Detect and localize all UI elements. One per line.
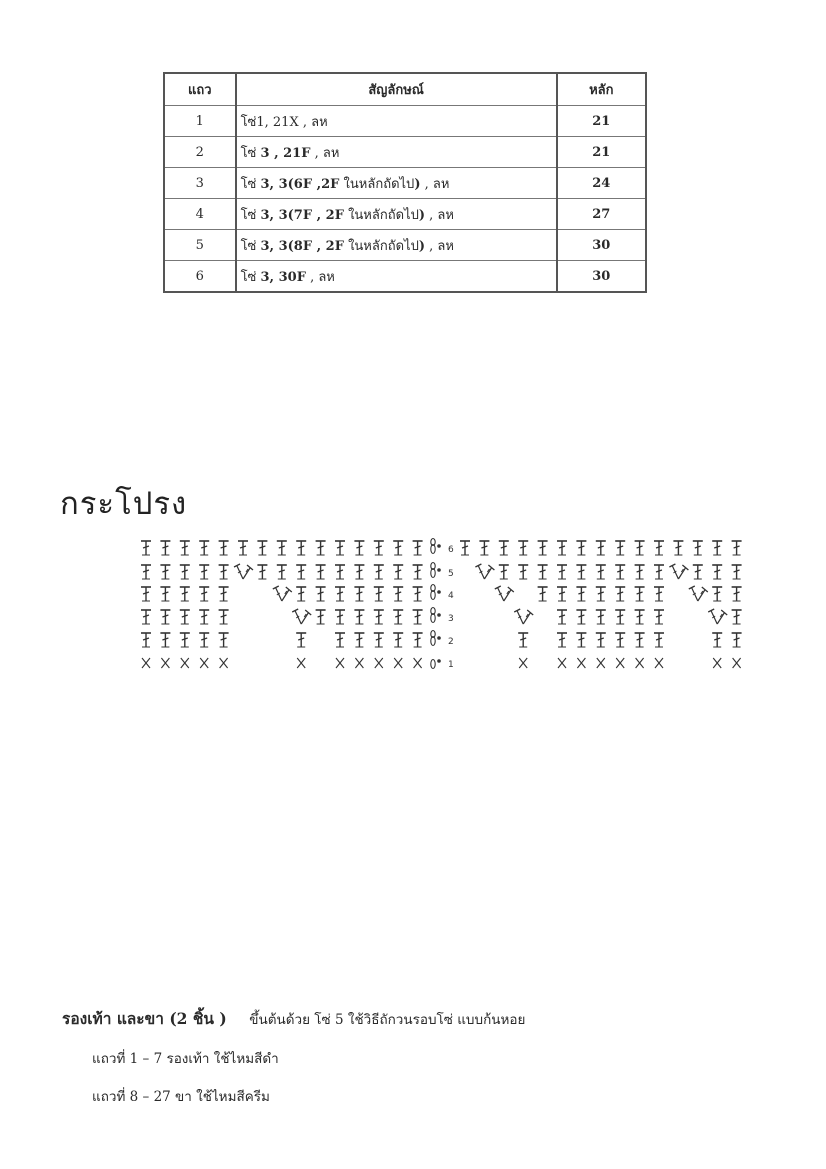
dc-stitch: [219, 541, 229, 555]
dc-stitch: [615, 541, 625, 555]
sc-stitch: [181, 658, 189, 668]
sc-stitch: [220, 658, 228, 668]
row-number-label: 6: [448, 545, 454, 555]
sc-stitch: [713, 658, 721, 668]
sc-stitch: [519, 658, 527, 668]
dc-stitch: [199, 565, 209, 579]
dc-stitch: [219, 587, 229, 601]
dc-stitch: [141, 565, 151, 579]
dc-stitch: [393, 541, 403, 555]
increase-stitch: [669, 564, 688, 579]
dc-stitch: [335, 610, 345, 624]
dc-stitch: [538, 587, 548, 601]
row-number: 2: [164, 137, 236, 168]
dc-stitch: [393, 610, 403, 624]
dc-stitch: [199, 610, 209, 624]
dc-stitch: [732, 587, 742, 601]
dc-stitch: [374, 587, 384, 601]
dc-stitch: [479, 541, 489, 555]
instructions-title: รองเท้า และขา (2 ชิ้น ): [62, 1009, 227, 1028]
dc-stitch: [596, 565, 606, 579]
dc-stitch: [277, 565, 287, 579]
dc-stitch: [499, 541, 509, 555]
chain-mark: [431, 563, 441, 578]
dc-stitch: [712, 565, 722, 579]
dc-stitch: [141, 587, 151, 601]
dc-stitch: [316, 541, 326, 555]
dc-stitch: [557, 587, 567, 601]
dc-stitch: [732, 541, 742, 555]
dc-stitch: [160, 587, 170, 601]
dc-stitch: [354, 633, 364, 647]
dc-stitch: [296, 633, 306, 647]
sc-stitch: [142, 658, 150, 668]
dc-stitch: [732, 610, 742, 624]
table-row: [164, 199, 646, 230]
dc-stitch: [238, 541, 248, 555]
sc-stitch: [616, 658, 624, 668]
dc-stitch: [160, 541, 170, 555]
table-row: [164, 137, 646, 168]
instructions-intro: ขึ้นต้นด้วย โซ่ 5 ใช้วิธีถักวนรอบโซ่ แบบก้นหอย: [249, 1012, 526, 1028]
row-symbols: โซ่ 3 , 21F , ลห: [236, 137, 557, 168]
instruction-line: แถวที่ 8 – 27 ขา ใช้ไหมสีครีม: [92, 1089, 270, 1105]
dc-stitch: [712, 633, 722, 647]
dc-stitch: [712, 587, 722, 601]
dc-stitch: [354, 587, 364, 601]
row-stitch-count: 30: [557, 261, 646, 293]
dc-stitch: [354, 610, 364, 624]
dc-stitch: [518, 565, 528, 579]
sc-stitch: [655, 658, 663, 668]
dc-stitch: [557, 610, 567, 624]
row-symbols: โซ่ 3, 3(6F ,2F ในหลักถัดไป) , ลห: [236, 168, 557, 199]
dc-stitch: [374, 565, 384, 579]
dc-stitch: [413, 541, 423, 555]
table-row: [164, 230, 646, 261]
increase-stitch: [234, 564, 253, 579]
table-row: [164, 168, 646, 199]
increase-stitch: [475, 564, 494, 579]
dc-stitch: [596, 633, 606, 647]
dc-stitch: [654, 565, 664, 579]
dc-stitch: [296, 541, 306, 555]
dc-stitch: [160, 565, 170, 579]
dc-stitch: [654, 633, 664, 647]
dc-stitch: [635, 565, 645, 579]
row-symbols: โซ่ 3, 3(7F , 2F ในหลักถัดไป) , ลห: [236, 199, 557, 230]
row-stitch-count: 27: [557, 199, 646, 230]
instructions: [62, 1006, 525, 1123]
dc-stitch: [374, 541, 384, 555]
chain-mark: [431, 539, 441, 554]
increase-stitch: [708, 609, 727, 624]
dc-stitch: [615, 610, 625, 624]
increase-stitch: [495, 586, 514, 601]
dc-stitch: [180, 565, 190, 579]
row-number: 4: [164, 199, 236, 230]
row-symbols: โซ่ 3, 30F , ลห: [236, 261, 557, 293]
dc-stitch: [180, 541, 190, 555]
row-number-label: 3: [448, 614, 454, 624]
dc-stitch: [199, 587, 209, 601]
dc-stitch: [316, 565, 326, 579]
dc-stitch: [596, 610, 606, 624]
dc-stitch: [596, 587, 606, 601]
dc-stitch: [413, 565, 423, 579]
header-symbols: สัญลักษณ์: [236, 73, 557, 106]
dc-stitch: [460, 541, 470, 555]
sc-stitch: [636, 658, 644, 668]
dc-stitch: [335, 565, 345, 579]
dc-stitch: [296, 565, 306, 579]
sc-stitch: [394, 658, 402, 668]
dc-stitch: [296, 587, 306, 601]
increase-stitch: [292, 609, 311, 624]
dc-stitch: [180, 587, 190, 601]
dc-stitch: [160, 633, 170, 647]
dc-stitch: [393, 565, 403, 579]
sc-stitch: [558, 658, 566, 668]
dc-stitch: [413, 587, 423, 601]
sc-stitch: [597, 658, 605, 668]
row-number-label: 2: [448, 637, 454, 647]
dc-stitch: [374, 610, 384, 624]
row-symbols: โซ่ 3, 3(8F , 2F ในหลักถัดไป) , ลห: [236, 230, 557, 261]
dc-stitch: [596, 541, 606, 555]
instruction-line: แถวที่ 1 – 7 รองเท้า ใช้ไหมสีดำ: [92, 1051, 279, 1067]
dc-stitch: [219, 610, 229, 624]
dc-stitch: [141, 610, 151, 624]
dc-stitch: [557, 565, 567, 579]
dc-stitch: [393, 633, 403, 647]
dc-stitch: [732, 633, 742, 647]
dc-stitch: [732, 565, 742, 579]
dc-stitch: [141, 541, 151, 555]
chain-mark: [431, 585, 441, 600]
dc-stitch: [413, 610, 423, 624]
sc-stitch: [375, 658, 383, 668]
dc-stitch: [615, 565, 625, 579]
dc-stitch: [199, 633, 209, 647]
dc-stitch: [635, 541, 645, 555]
row-number: 1: [164, 106, 236, 137]
sc-stitch: [733, 658, 741, 668]
dc-stitch: [219, 633, 229, 647]
dc-stitch: [354, 565, 364, 579]
table-row: [164, 106, 646, 137]
row-stitch-count: 21: [557, 106, 646, 137]
dc-stitch: [654, 541, 664, 555]
dc-stitch: [393, 587, 403, 601]
increase-stitch: [514, 609, 533, 624]
dc-stitch: [335, 633, 345, 647]
dc-stitch: [141, 633, 151, 647]
sc-stitch: [355, 658, 363, 668]
dc-stitch: [499, 565, 509, 579]
dc-stitch: [257, 541, 267, 555]
dc-stitch: [576, 541, 586, 555]
sc-stitch: [297, 658, 305, 668]
table-header-row: [164, 73, 646, 106]
dc-stitch: [615, 633, 625, 647]
section-heading-skirt: กระโปรง: [60, 486, 188, 522]
row-stitch-count: 21: [557, 137, 646, 168]
dc-stitch: [673, 541, 683, 555]
increase-stitch: [689, 586, 708, 601]
chain-mark: [431, 659, 441, 668]
dc-stitch: [316, 587, 326, 601]
dc-stitch: [335, 541, 345, 555]
dc-stitch: [538, 565, 548, 579]
dc-stitch: [219, 565, 229, 579]
chain-mark: [431, 608, 441, 623]
instructions-heading-line: [62, 1006, 525, 1031]
dc-stitch: [257, 565, 267, 579]
dc-stitch: [277, 541, 287, 555]
sc-stitch: [577, 658, 585, 668]
dc-stitch: [199, 541, 209, 555]
dc-stitch: [354, 541, 364, 555]
row-stitch-count: 30: [557, 230, 646, 261]
header-row-number: แถว: [164, 73, 236, 106]
dc-stitch: [654, 610, 664, 624]
stitch-table: [163, 72, 647, 293]
row-number-label: 4: [448, 591, 454, 601]
row-symbols: โซ่1, 21X , ลห: [236, 106, 557, 137]
row-number-label: 1: [448, 660, 454, 670]
crochet-stitch-diagram: [130, 530, 750, 685]
sc-stitch: [336, 658, 344, 668]
dc-stitch: [576, 587, 586, 601]
row-stitch-count: 24: [557, 168, 646, 199]
dc-stitch: [518, 633, 528, 647]
dc-stitch: [413, 633, 423, 647]
dc-stitch: [538, 541, 548, 555]
sc-stitch: [414, 658, 422, 668]
dc-stitch: [557, 541, 567, 555]
dc-stitch: [557, 633, 567, 647]
row-number: 5: [164, 230, 236, 261]
dc-stitch: [635, 633, 645, 647]
dc-stitch: [635, 610, 645, 624]
dc-stitch: [335, 587, 345, 601]
dc-stitch: [635, 587, 645, 601]
row-number-label: 5: [448, 569, 454, 579]
dc-stitch: [180, 610, 190, 624]
dc-stitch: [180, 633, 190, 647]
sc-stitch: [161, 658, 169, 668]
row-number: 6: [164, 261, 236, 293]
dc-stitch: [576, 565, 586, 579]
header-stitch-count: หลัก: [557, 73, 646, 106]
row-number: 3: [164, 168, 236, 199]
table-row: [164, 261, 646, 293]
dc-stitch: [316, 610, 326, 624]
dc-stitch: [518, 541, 528, 555]
dc-stitch: [654, 587, 664, 601]
chain-mark: [431, 631, 441, 646]
dc-stitch: [576, 610, 586, 624]
dc-stitch: [576, 633, 586, 647]
dc-stitch: [615, 587, 625, 601]
dc-stitch: [374, 633, 384, 647]
dc-stitch: [693, 565, 703, 579]
dc-stitch: [160, 610, 170, 624]
increase-stitch: [273, 586, 292, 601]
dc-stitch: [693, 541, 703, 555]
dc-stitch: [712, 541, 722, 555]
sc-stitch: [200, 658, 208, 668]
